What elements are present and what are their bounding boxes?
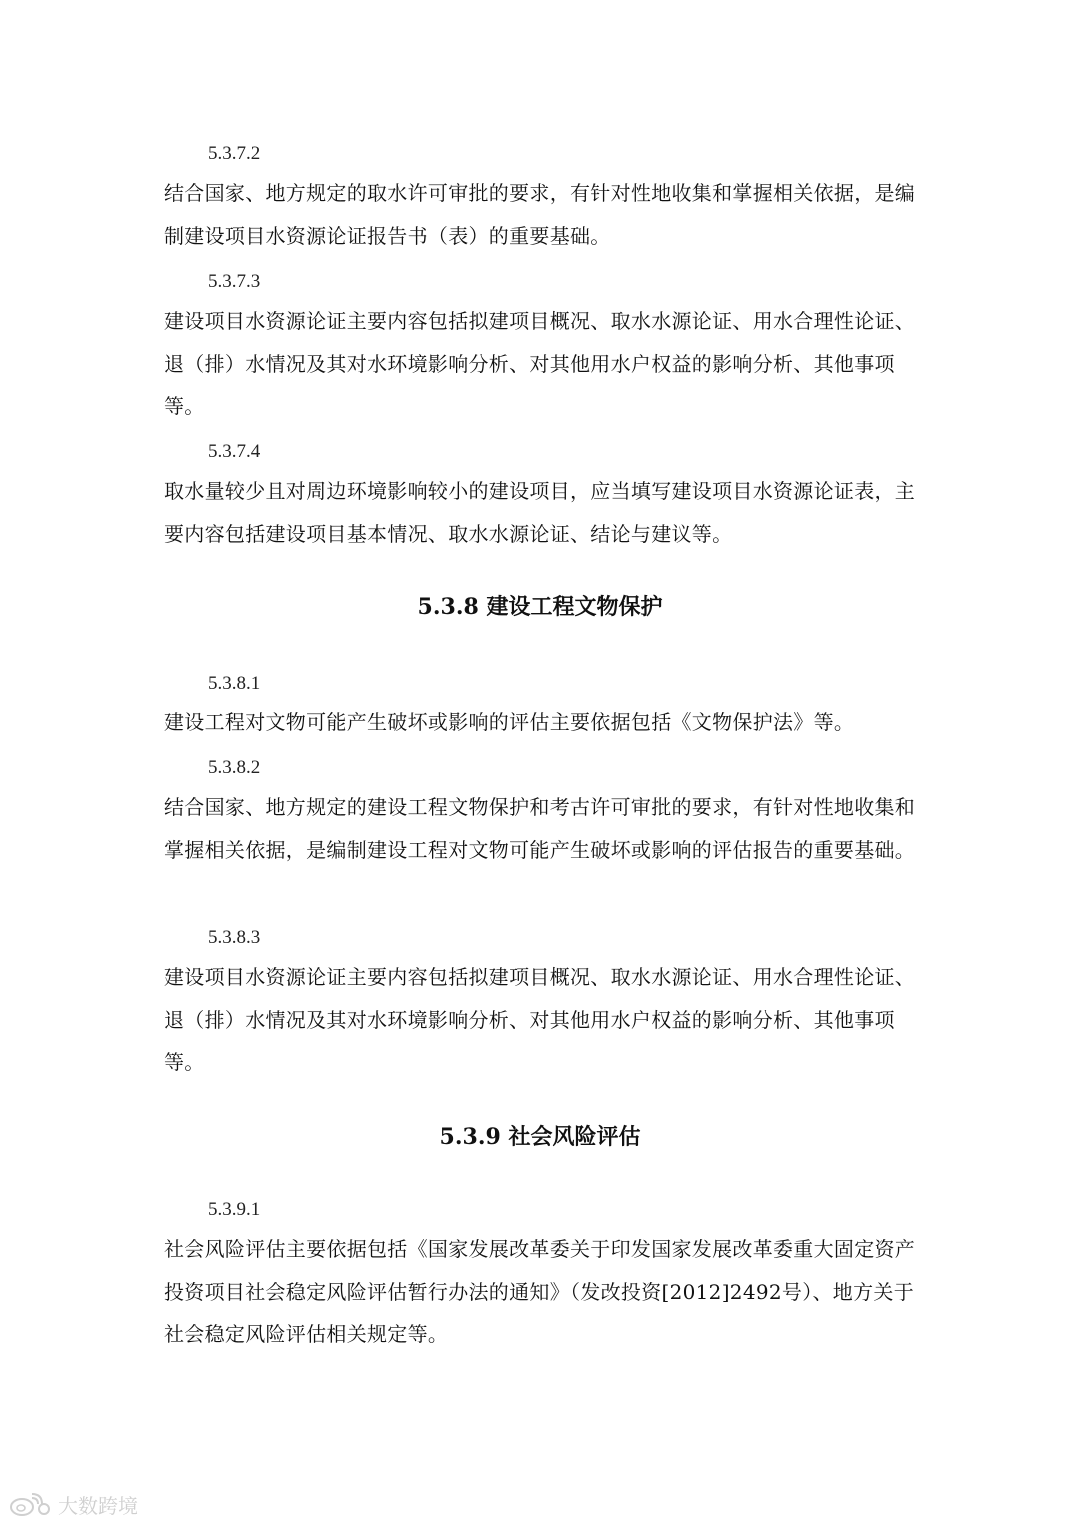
clause-number-5-3-7-2: 5.3.7.2: [208, 143, 261, 164]
clause-text-5-3-8-2: 结合国家、地方规定的建设工程文物保护和考古许可审批的要求，有针对性地收集和掌握相关依据，是编制建设工程对文物可能产生破坏或影响的评估报告的重要基础。: [164, 795, 916, 862]
clause-number-5-3-8-3: 5.3.8.3: [208, 927, 261, 948]
clause-text-5-3-8-3: 建设项目水资源论证主要内容包括拟建项目概况、取水水源论证、用水合理性论证、退（排）水情况及其对水环境影响分析、对其他用水户权益的影响分析、其他事项等。: [164, 965, 916, 1074]
clause-text-5-3-7-4: 取水量较少且对周边环境影响较小的建设项目，应当填写建设项目水资源论证表，主要内容包括建设项目基本情况、取水水源论证、结论与建议等。: [164, 479, 916, 546]
clause-text-5-3-7-3: 建设项目水资源论证主要内容包括拟建项目概况、取水水源论证、用水合理性论证、退（排）水情况及其对水环境影响分析、对其他用水户权益的影响分析、其他事项等。: [164, 309, 916, 418]
section-heading-5-3-9: 5.3.9 社会风险评估: [439, 1124, 641, 1150]
watermark: [8, 1490, 138, 1519]
clause-text-5-3-9-1: 社会风险评估主要依据包括《国家发展改革委关于印发国家发展改革委重大固定资产投资项目社会稳定风险评估暂行办法的通知》（发改投资[2012]2492号）、地方关于社会稳定风险评估相关规定等。: [164, 1237, 916, 1346]
clause-text-5-3-8-1: 建设工程对文物可能产生破坏或影响的评估主要依据包括《文物保护法》等。: [164, 710, 855, 734]
clause-number-5-3-7-3: 5.3.7.3: [208, 271, 261, 292]
clause-number-5-3-9-1: 5.3.9.1: [208, 1199, 261, 1220]
watermark-text: 大数跨境: [58, 1494, 138, 1518]
clause-number-5-3-7-4: 5.3.7.4: [208, 441, 261, 462]
section-heading-5-3-8: 5.3.8 建设工程文物保护: [417, 594, 663, 620]
weibo-logo-icon: [8, 1492, 52, 1518]
clause-number-5-3-8-2: 5.3.8.2: [208, 757, 261, 778]
clause-text-5-3-7-2: 结合国家、地方规定的取水许可审批的要求，有针对性地收集和掌握相关依据，是编制建设项目水资源论证报告书（表）的重要基础。: [164, 181, 916, 248]
clause-number-5-3-8-1: 5.3.8.1: [208, 673, 261, 694]
